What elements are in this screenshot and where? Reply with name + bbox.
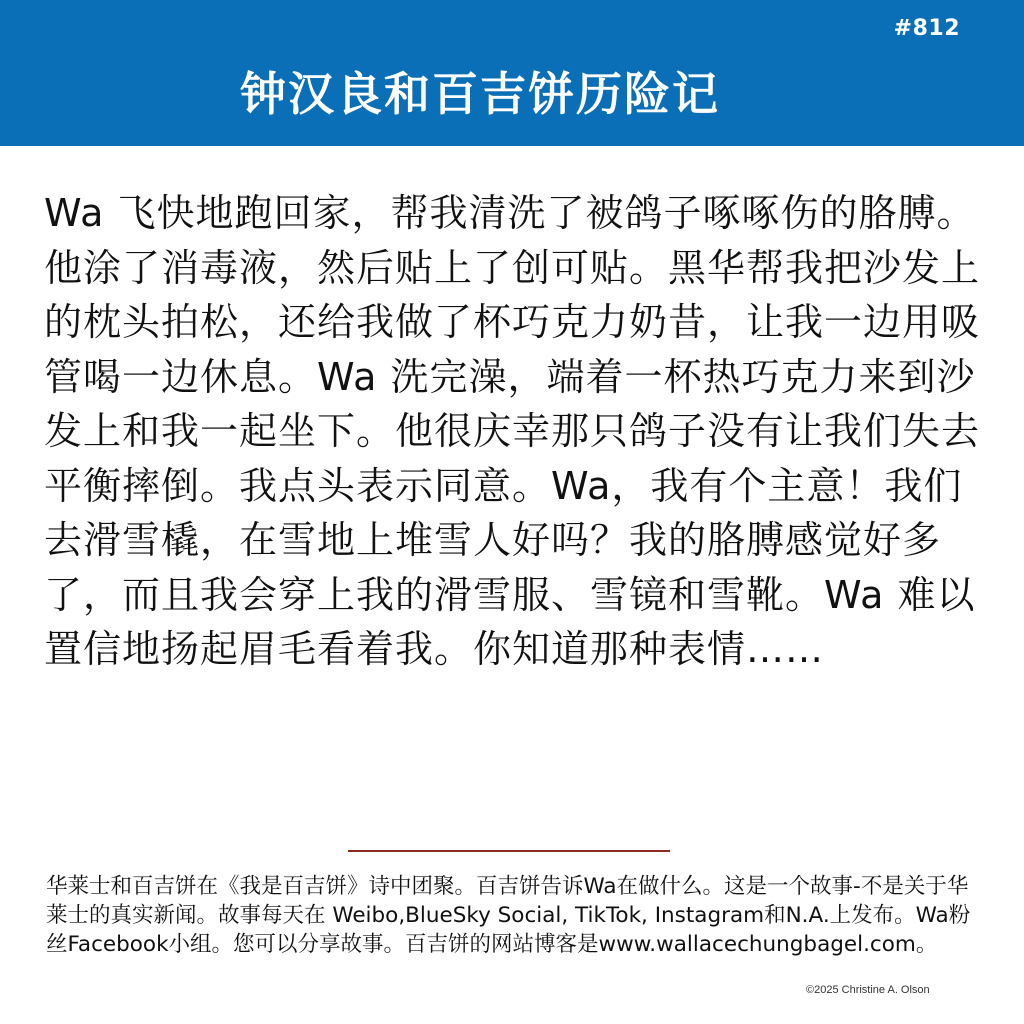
divider <box>348 850 670 852</box>
story-text: Wa 飞快地跑回家，帮我清洗了被鸽子啄啄伤的胳膊。他涂了消毒液，然后贴上了创可贴。黑华帮我把沙发上的枕头拍松，还给我做了杯巧克力奶昔，让我一边用吸管喝一边休息。Wa 洗完澡，端着一杯热巧克力来到沙发上和我一起坐下。他很庆幸那只鸽子没有让我们失去平衡摔倒。我点头表示同意。Wa，我有个主意！我们去滑雪橇，在雪地上堆雪人好吗？我的胳膊感觉好多了，而且我会穿上我的滑雪服、雪镜和雪靴。Wa 难以置信地扬起眉毛看着我。你知道那种表情…… <box>44 191 981 671</box>
footer-note: 华莱士和百吉饼在《我是百吉饼》诗中团聚。百吉饼告诉Wa在做什么。这是一个故事-不是关于华莱士的真实新闻。故事每天在 Weibo,BlueSky Social, TikTok, Instagram和N.A.上发布。Wa粉丝Facebook小组。您可以分享故事。百吉饼的网站博客是www.wallacechungbagel.com。 <box>46 874 971 957</box>
header-banner <box>0 0 1024 146</box>
page-title: 钟汉良和百吉饼历险记 <box>240 67 720 121</box>
copyright: ©2025 Christine A. Olson <box>806 984 930 996</box>
episode-number: #812 <box>893 16 960 41</box>
